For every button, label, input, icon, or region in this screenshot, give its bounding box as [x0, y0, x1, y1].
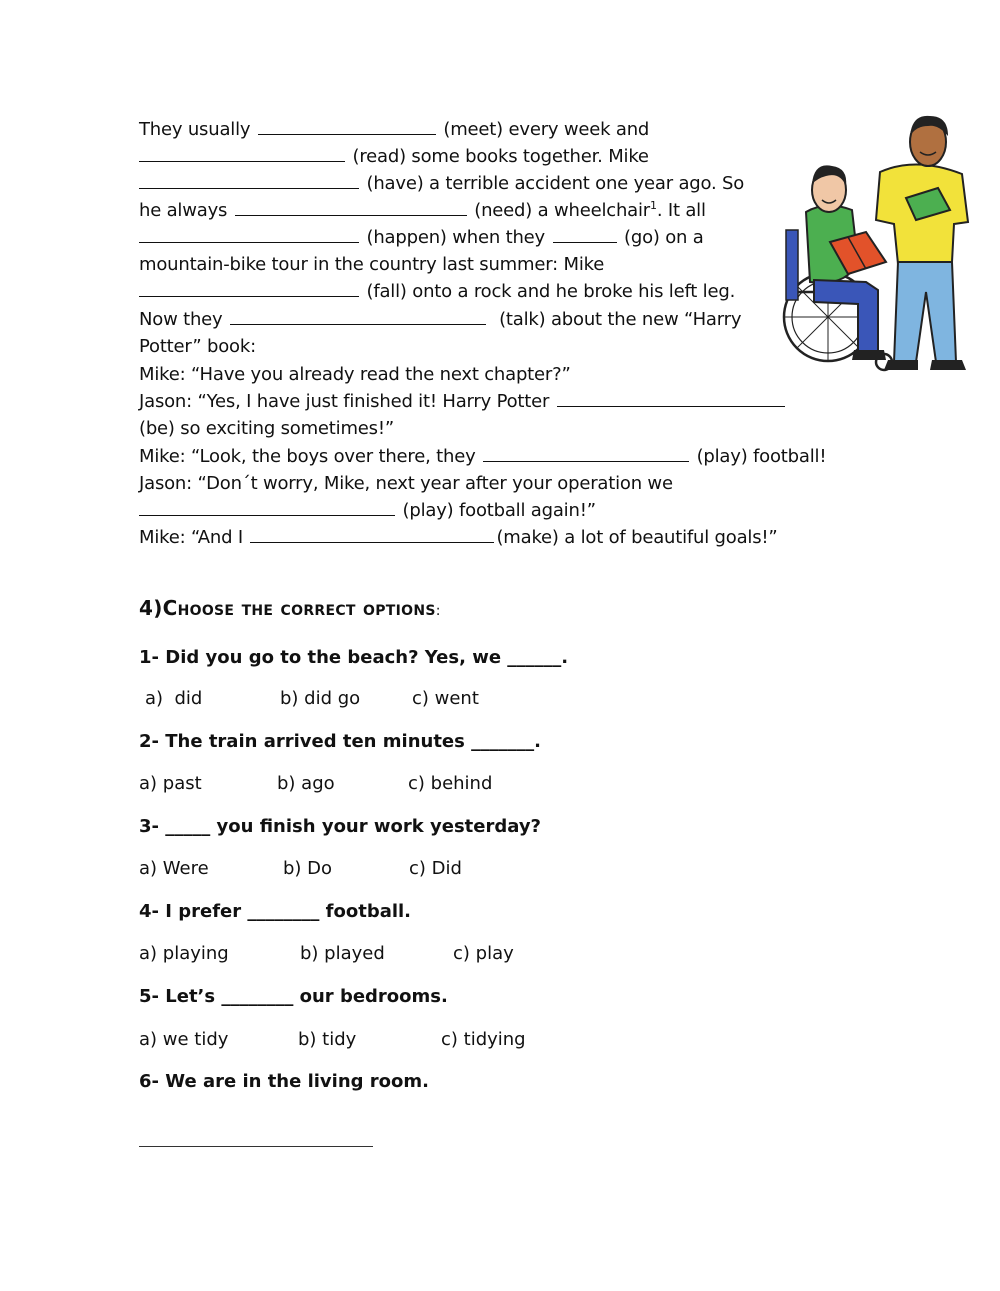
- option-b[interactable]: b) did go: [280, 688, 361, 709]
- answer-blank[interactable]: [230, 306, 486, 325]
- story-line-10: Mike: “Have you already read the next chapter?”: [139, 364, 571, 385]
- story-line-7: (fall) onto a rock and he broke his left leg.: [139, 278, 735, 305]
- question-6: 6- We are in the living room.: [139, 1071, 430, 1092]
- story-line-3: (have) a terrible accident one year ago. So: [139, 170, 744, 197]
- section-heading: 4)Choose the correct options:: [139, 596, 441, 620]
- answer-blank[interactable]: [483, 443, 689, 462]
- question-2: 2- The train arrived ten minutes _______.: [139, 731, 541, 752]
- option-b[interactable]: b) played: [300, 943, 385, 964]
- option-b[interactable]: b) tidy: [298, 1029, 357, 1050]
- footnote-separator: [139, 1146, 373, 1147]
- answer-blank[interactable]: [139, 497, 395, 516]
- answer-blank[interactable]: [557, 388, 785, 407]
- answer-blank[interactable]: [139, 143, 345, 162]
- option-b[interactable]: b) Do: [283, 858, 333, 879]
- story-line-2: (read) some books together. Mike: [139, 143, 649, 170]
- story-line-16: Mike: “And I (make) a lot of beautiful goals!”: [139, 524, 778, 551]
- story-line-14: Jason: “Don´t worry, Mike, next year after your operation we: [139, 473, 673, 494]
- story-line-1: They usually (meet) every week and: [139, 116, 649, 143]
- answer-blank[interactable]: [553, 224, 617, 243]
- boys-reading-wheelchair-illustration: [766, 112, 972, 382]
- story-line-9: Potter” book:: [139, 336, 256, 357]
- option-a[interactable]: a) playing: [139, 943, 229, 964]
- option-c[interactable]: c) tidying: [441, 1029, 526, 1050]
- answer-blank[interactable]: [258, 116, 436, 135]
- story-line-4: he always (need) a wheelchair$^1$. It all: [139, 199, 706, 221]
- story-line-15: (play) football again!”: [139, 497, 596, 524]
- story-line-8: Now they (talk) about the new “Harry: [139, 306, 741, 333]
- answer-blank[interactable]: [139, 278, 359, 297]
- option-a[interactable]: a) Were: [139, 858, 209, 879]
- option-c[interactable]: c) went: [412, 688, 479, 709]
- story-line-13: Mike: “Look, the boys over there, they (play) football!: [139, 443, 826, 470]
- story-line-6: mountain-bike tour in the country last summer: Mike: [139, 254, 605, 275]
- story-line-12: (be) so exciting sometimes!”: [139, 418, 394, 439]
- option-a[interactable]: a) did: [145, 688, 203, 709]
- question-4: 4- I prefer ________ football.: [139, 901, 412, 922]
- story-line-5: (happen) when they (go) on a: [139, 224, 704, 251]
- option-a[interactable]: a) past: [139, 773, 202, 794]
- answer-blank[interactable]: [250, 524, 494, 543]
- answer-blank[interactable]: [235, 197, 467, 216]
- option-c[interactable]: c) Did: [409, 858, 462, 879]
- option-a[interactable]: a) we tidy: [139, 1029, 229, 1050]
- footnote-marker: 1: [650, 199, 657, 212]
- option-c[interactable]: c) play: [453, 943, 514, 964]
- option-c[interactable]: c) behind: [408, 773, 493, 794]
- question-1: 1- Did you go to the beach? Yes, we ______.: [139, 647, 569, 668]
- question-3: 3- _____ you finish your work yesterday?: [139, 816, 541, 837]
- question-5: 5- Let’s ________ our bedrooms.: [139, 986, 448, 1007]
- answer-blank[interactable]: [139, 224, 359, 243]
- story-line-11: Jason: “Yes, I have just finished it! Harry Potter: [139, 388, 787, 415]
- option-b[interactable]: b) ago: [277, 773, 335, 794]
- answer-blank[interactable]: [139, 170, 359, 189]
